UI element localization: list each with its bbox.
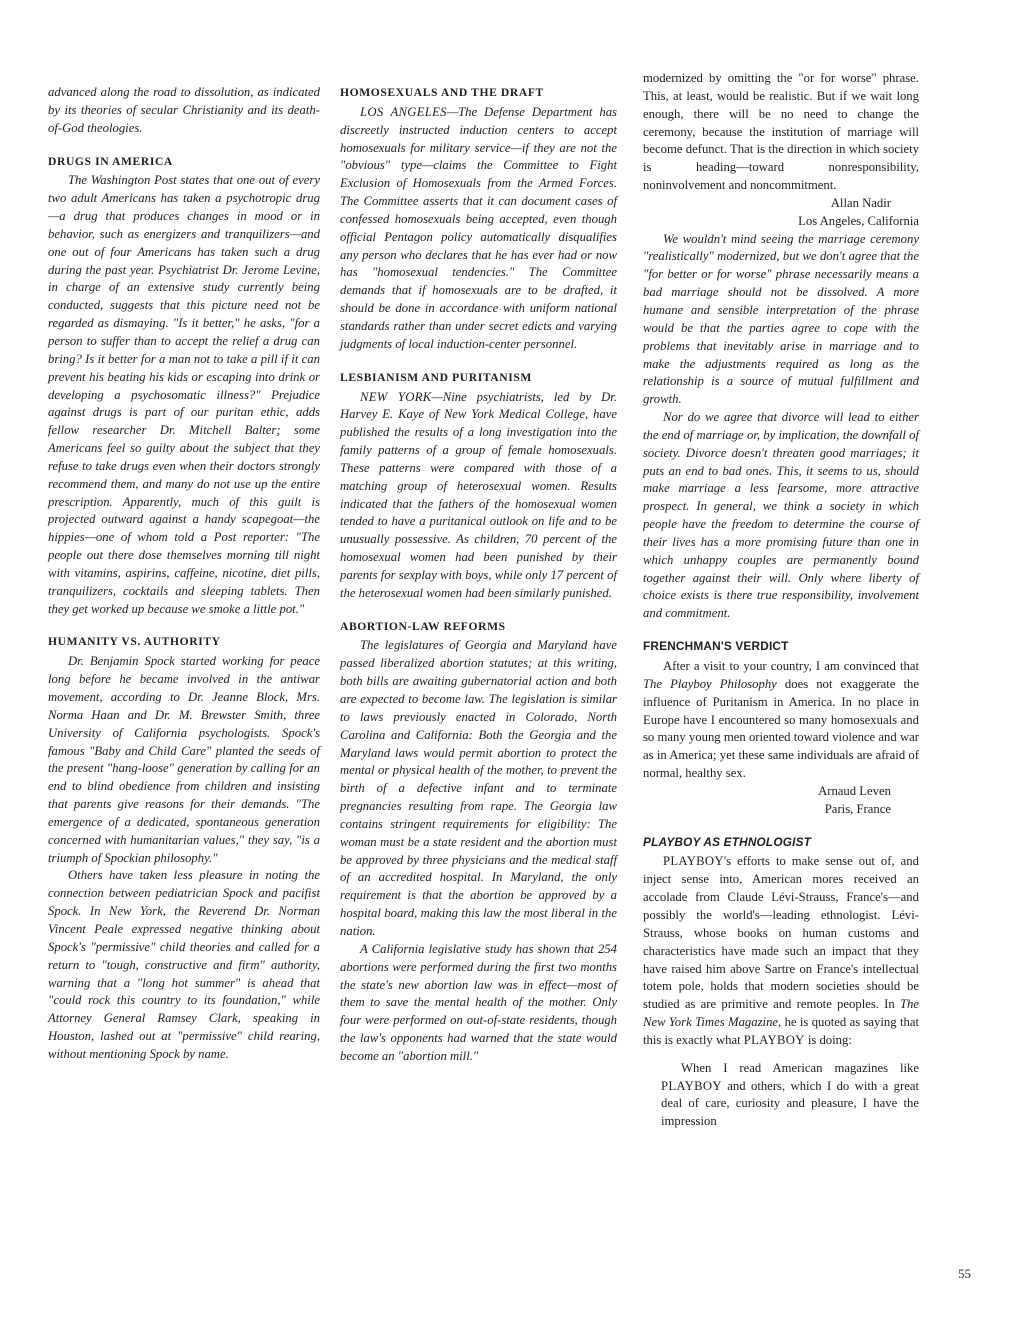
frenchman-body-a: After a visit to your country, I am convinced that	[663, 659, 919, 673]
humanity-paragraph-1: Dr. Benjamin Spock started working for peace long before he became involved in the antiwar movement, according to Dr. Jeanne Block, Mrs. Norma Haan and Dr. M. Brewster Smith, three University of California psychologists. Spock's famous "Baby and Child Care" planted the seeds of the present "hang-loose" generation by calling for an end to blind obedience from children and insisting that parents give reasons for their demands. "The emergence of a dedicated, spontaneous generation concerned with humanitarian values," they say, "is a triumph of Spockian philosophy."	[48, 654, 320, 865]
ethno-title: The New York Times Magazine	[643, 997, 919, 1030]
heading-humanity: HUMANITY VS. AUTHORITY	[48, 635, 221, 649]
heading-frenchman: FRENCHMAN'S VERDICT	[643, 639, 789, 654]
editor-reply-2: Nor do we agree that divorce will lead to either the end of marriage or, by implication, the downfall of society. Divorce doesn't threaten good marriages; it puts an end to bad ones. This, it seems to us, should make marriage a less fearsome, more attractive prospect. In general, we think a society in which people have the freedom to determine the course of their lives has a more promising future than one in which unhappy couples are permanently bound together against their will. Only where liberty of choice exists is there true responsibility, involvement and commitment.	[643, 410, 919, 621]
signature-place-2: Paris, France	[824, 801, 891, 816]
heading-draft: HOMOSEXUALS AND THE DRAFT	[340, 86, 544, 99]
column-2	[340, 84, 617, 1066]
ethno-sc-1: PLAYBOY	[663, 854, 724, 869]
ethno-body-c: is doing:	[804, 1032, 852, 1047]
heading-lesbianism: LESBIANISM AND PURITANISM	[340, 370, 532, 384]
intro-paragraph: advanced along the road to dissolution, as indicated by its theories of secular Christianity and its death-of-God theologies.	[48, 85, 320, 135]
frenchman-body-b: does not exaggerate the influence of Puritanism in America. In no place in Europe have I encountered so many homosexuals and so many young men oriented toward violence and war as in America; yet these same individuals are afraid of normal, healthy sex.	[643, 676, 919, 781]
block-quote	[643, 1050, 919, 1131]
lesbianism-body: —Nine psychiatrists, led by Dr. Harvey E. Kaye of New York Medical College, have published the results of a long investigation into the family patterns of a group of female homosexuals. These patterns were compared with those of a matching group of heterosexual women. Results indicated that the fathers of the homosexual women tended to have a puritanical outlook on life and to be unusually possessive. As children, 70 percent of the homosexual women had been punished by their parents for sexplay with boys, while only 17 percent of the heterosexual women had been similarly punished.	[340, 389, 617, 600]
heading-abortion: ABORTION-LAW REFORMS	[340, 619, 506, 633]
abortion-paragraph-2: A California legislative study has shown that 254 abortions were performed during the first two months the state's new abortion law was in effect—most of them to save the mental health of the mother. Only four were performed on out-of-state residents, though the law's opponents had warned that the state would become an "abortion mill."	[340, 941, 617, 1063]
quote-b: and others, which I do with a great deal of care, curiosity and pleasure, I have the impression	[661, 1078, 919, 1129]
draft-body: —The Defense Department has discreetly instructed induction centers to accept homosexuals for military service—if they are not the "obvious" type—claims the Committee to Fight Exclusion of Homosexuals from the Armed Forces. The Committee asserts that it can document cases of confessed homosexuals being accepted, even though official Pentagon policy automatically disqualifies any person who declares that he has ever had or now has "homosexual tendencies." The Committee demands that if homosexuals are to be drafted, it should be done in accordance with uniform national standards rather than under secret edicts and varying judgments of local induction-center personnel.	[340, 104, 617, 351]
heading-ethnologist: PLAYBOY AS ETHNOLOGIST	[643, 834, 812, 849]
page-number: 55	[958, 1266, 971, 1281]
frenchman-paragraph	[643, 658, 919, 783]
lesbianism-dateline: NEW YORK	[360, 389, 432, 404]
quote-sc: PLAYBOY	[661, 1078, 722, 1093]
ethno-sc-2: PLAYBOY	[743, 1032, 805, 1047]
humanity-paragraph-2: Others have taken less pleasure in noting the connection between pediatrician Spock and pacifist Spock. In New York, the Reverend Dr. Norman Vincent Peale expressed negative thinking about Spock's "permissive" child theories and called for a return to "tough, constructive and firm" authority, warning that a "long hot summer" is ahead that "could rock this country to its foundation," while Attorney General Ramsey Clark, speaking in Houston, lashed out at "permissive" child rearing, without mentioning Spock by name.	[48, 868, 320, 1061]
letter-continuation: modernized by omitting the "or for worse" phrase. This, at least, would be realistic. But if we wait long enough, there will be no need to change the ceremony, because the institution of marriage will become defunct. That is the direction in which society is heading—toward nonresponsibility, noninvolvement and noncommitment.	[643, 71, 919, 193]
drugs-paragraph: The Washington Post states that one out of every two adult Americans has taken a psychotropic drug—a drug that produces changes in mood or in behavior, such as energizers and tranquilizers—and one out of four Americans has taken such a drug during the past year. Psychiatrist Dr. Jerome Levine, in charge of an extensive study currently being conducted, suggests that this picture need not be regarded as dismaying. "Is it better," he asks, "for a person to suffer than to accept the relief a drug can bring? Is it better for a man not to take a pill if it can prevent his beating his kids or escaping into drink or developing a psychosomatic illness?" Prejudice against drugs is part of our puritan ethic, adds fellow researcher Dr. Mitchell Balter; some Americans feel so guilty about the subject that they refuse to take drugs even when their doctors strongly recommend them, and many do not use up the entire prescription. Apparently, much of this guilt is projected outward against a handy scapegoat—the hippies—one of whom told a Post reporter: "The people out there dose themselves morning till night with vitamins, aspirins, caffeine, nicotine, diet pills, tranquilizers, cocktails and sleeping tablets. Then they get worked up because we smoke a little pot."	[48, 173, 320, 616]
ethnologist-paragraph	[643, 853, 919, 1049]
heading-drugs: DRUGS IN AMERICA	[48, 154, 173, 168]
quote-paragraph	[661, 1060, 919, 1131]
signature-name-1: Allan Nadir	[830, 195, 891, 210]
editor-reply-1: We wouldn't mind seeing the marriage ceremony "realistically" modernized, but we don't agree that the "for better or for worse" phrase necessarily means a bad marriage should not be dissolved. A more humane and sensible interpretation of the phrase would be that the parties agree to cope with the problems that inevitably arise in marriage and to make the adjustments required as long as the relationship is a source of mutual fulfillment and growth.	[643, 231, 919, 407]
column-1	[48, 84, 320, 1064]
ethno-body-b: , he is quoted as saying that this is exactly what	[643, 1015, 919, 1047]
abortion-paragraph-1: The legislatures of Georgia and Maryland have passed liberalized abortion statutes; at this writing, both bills are awaiting gubernatorial action and both are expected to become law. The legislation is similar to laws previously enacted in Colorado, North Carolina and California: Both the Georgia and the Maryland laws would permit abortion to protect the mental or physical health of the mother, to prevent the birth of a defective infant and to terminate pregnancies resulting from rape. The Georgia law contains stringent requirements for eligibility: The woman must be a state resident and the abortion must be approved by three physicians and the medical staff of an accredited hospital. In Maryland, the only requirement is that the abortion be approved by a hospital board, making this law the most liberal in the nation.	[340, 638, 617, 938]
draft-dateline: LOS ANGELES	[360, 104, 447, 119]
ethno-body-a: 's efforts to make sense out of, and inject sense into, American mores received an accolade from Claude Lévi-Strauss, France's—and possibly the world's—leading ethnologist. Lévi-Strauss, whose books on human customs and characteristics have made such an impact that they have raised him above Sartre on France's intellectual totem pole, holds that modern societies should be studied as are primitive and remote peoples. In	[643, 854, 919, 1012]
frenchman-title: The Playboy Philosophy	[643, 676, 777, 691]
column-3	[643, 70, 919, 1131]
draft-paragraph	[340, 104, 617, 354]
quote-a: When I read American magazines like	[681, 1060, 919, 1075]
signature-place-1: Los Angeles, California	[798, 213, 919, 228]
lesbianism-paragraph	[340, 389, 617, 603]
signature-name-2: Arnaud Leven	[818, 783, 891, 798]
